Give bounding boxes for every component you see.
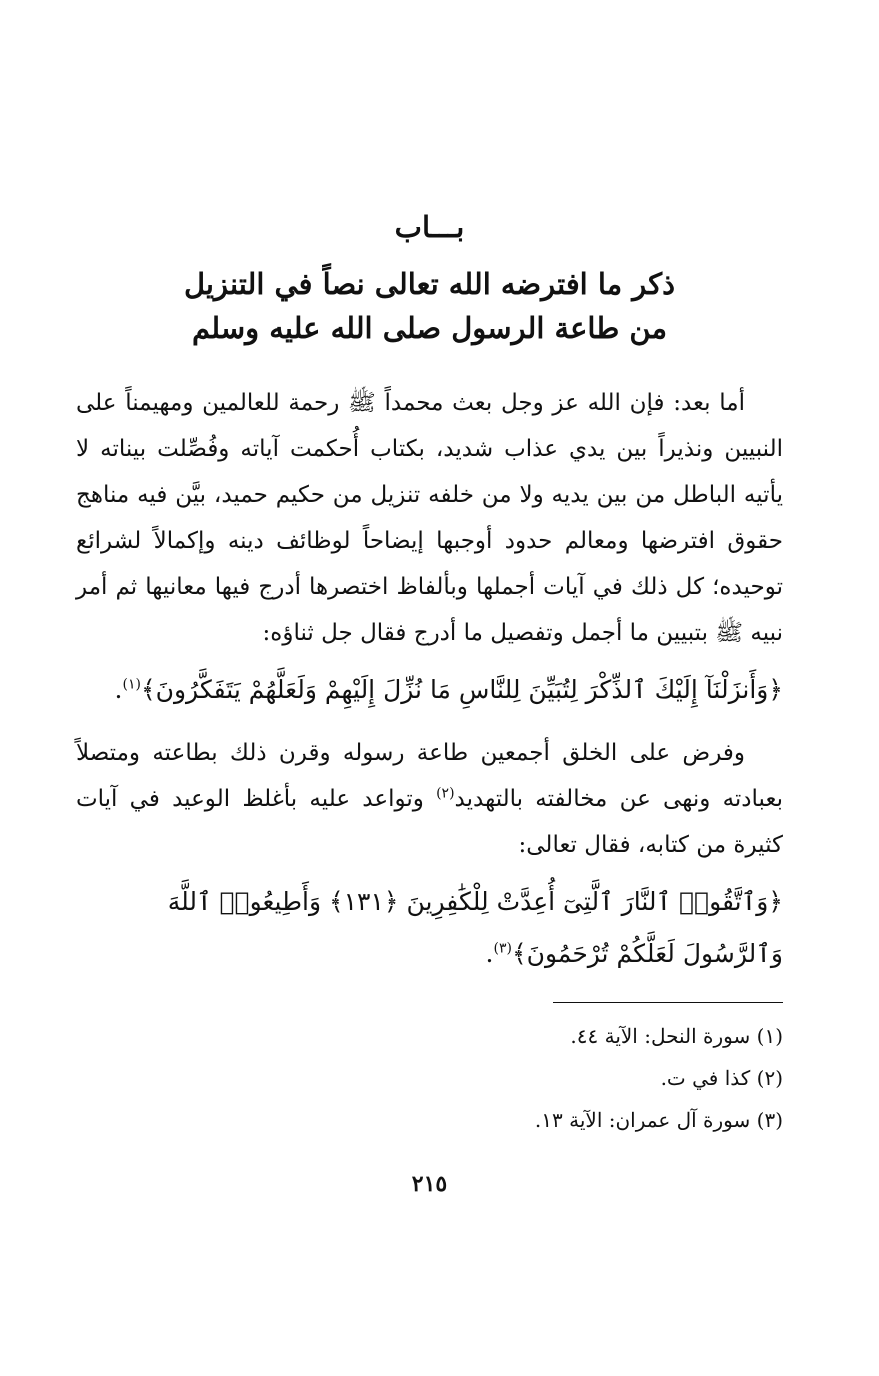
paragraph-2-line-2a: بعبادته ونهى عن مخالفته بالتهديد	[454, 786, 783, 812]
paragraph-1-line-2: على النبيين ونذيراً بين يدي عذاب شديد، بكتاب أُحكمت آياته وفُصِّلت	[76, 390, 784, 462]
footnote-ref-3: (٣)	[493, 940, 512, 957]
quran-verse-2	[76, 876, 783, 980]
paragraph-2	[76, 730, 783, 868]
paragraph-1-line-4: فيه مناهج حقوق افترضها ومعالم حدود أوجبها إيضاحاً لوظائف دينه	[76, 482, 783, 554]
verse-2-line-1: ﴿وَٱتَّقُوا۟ ٱلنَّارَ ٱلَّتِىٓ أُعِدَّتْ لِلْكَٰفِرِينَ ﴿١٣١﴾ وَأَطِيعُوا۟ ٱللَّهَ وَٱلرَّسُولَ لَعَلَّكُمْ	[167, 887, 783, 968]
verse-2-line-2: تُرْحَمُونَ﴾	[511, 939, 609, 968]
paragraph-1-line-1: أما بعد: فإن الله عز وجل بعث محمداً ﷺ رحمة للعالمين ومهيمناً	[125, 390, 745, 416]
footnote-divider	[553, 1002, 783, 1003]
verse-1-end: .	[114, 675, 123, 704]
paragraph-2-line-2b: وتواعد عليه بأغلظ الوعيد في آيات	[76, 786, 437, 812]
verse-1-text: ﴿وَأَنزَلْنَآ إِلَيْكَ ٱلذِّكْرَ لِتُبَيِّنَ لِلنَّاسِ مَا نُزِّلَ إِلَيْهِمْ وَلَعَلَّهُمْ يَتَفَكَّرُونَ﴾	[140, 675, 783, 704]
quran-verse-1	[76, 664, 783, 716]
paragraph-1-line-3: بيناته لا يأتيه الباطل من بين يديه ولا من خلفه تنزيل من حكيم حميد، بيَّن	[76, 436, 783, 508]
chapter-label: بـــاب	[394, 210, 465, 244]
paragraph-2-line-1: وفرض على الخلق أجمعين طاعة رسوله وقرن ذلك بطاعته ومتصلاً	[76, 740, 745, 766]
footnote-ref-1: (١)	[122, 676, 141, 693]
paragraph-1-line-7: ثناؤه:	[262, 620, 314, 646]
chapter-title-line-1: ذكر ما افترضه الله تعالى نصاً في التنزيل	[183, 267, 676, 301]
footnote-3: (٣) سورة آل عمران: الآية ١٣.	[534, 1108, 783, 1132]
footnotes	[76, 1015, 783, 1141]
footnote-2: (٢) كذا في ت.	[660, 1066, 783, 1090]
footnote-1: (١) سورة النحل: الآية ٤٤.	[570, 1024, 783, 1048]
page-number: ٢١٥	[411, 1171, 448, 1197]
paragraph-1-line-5: وإكمالاً لشرائع توحيده؛ كل ذلك في آيات أجملها وبألفاظ اختصرها أدرج	[76, 528, 783, 600]
body-text	[76, 380, 783, 980]
paragraph-2-line-3: كثيرة من كتابه، فقال تعالى:	[518, 832, 783, 858]
paragraph-1-line-6: فيها معانيها ثم أمر نبيه ﷺ بتبيين ما أجمل وتفصيل ما أدرج فقال جل	[76, 574, 783, 646]
verse-2-end: .	[485, 939, 494, 968]
chapter-heading	[76, 210, 783, 350]
footnote-ref-2: (٢)	[436, 785, 455, 802]
paragraph-1	[76, 380, 783, 656]
chapter-title-line-2: من طاعة الرسول صلى الله عليه وسلم	[191, 311, 668, 345]
